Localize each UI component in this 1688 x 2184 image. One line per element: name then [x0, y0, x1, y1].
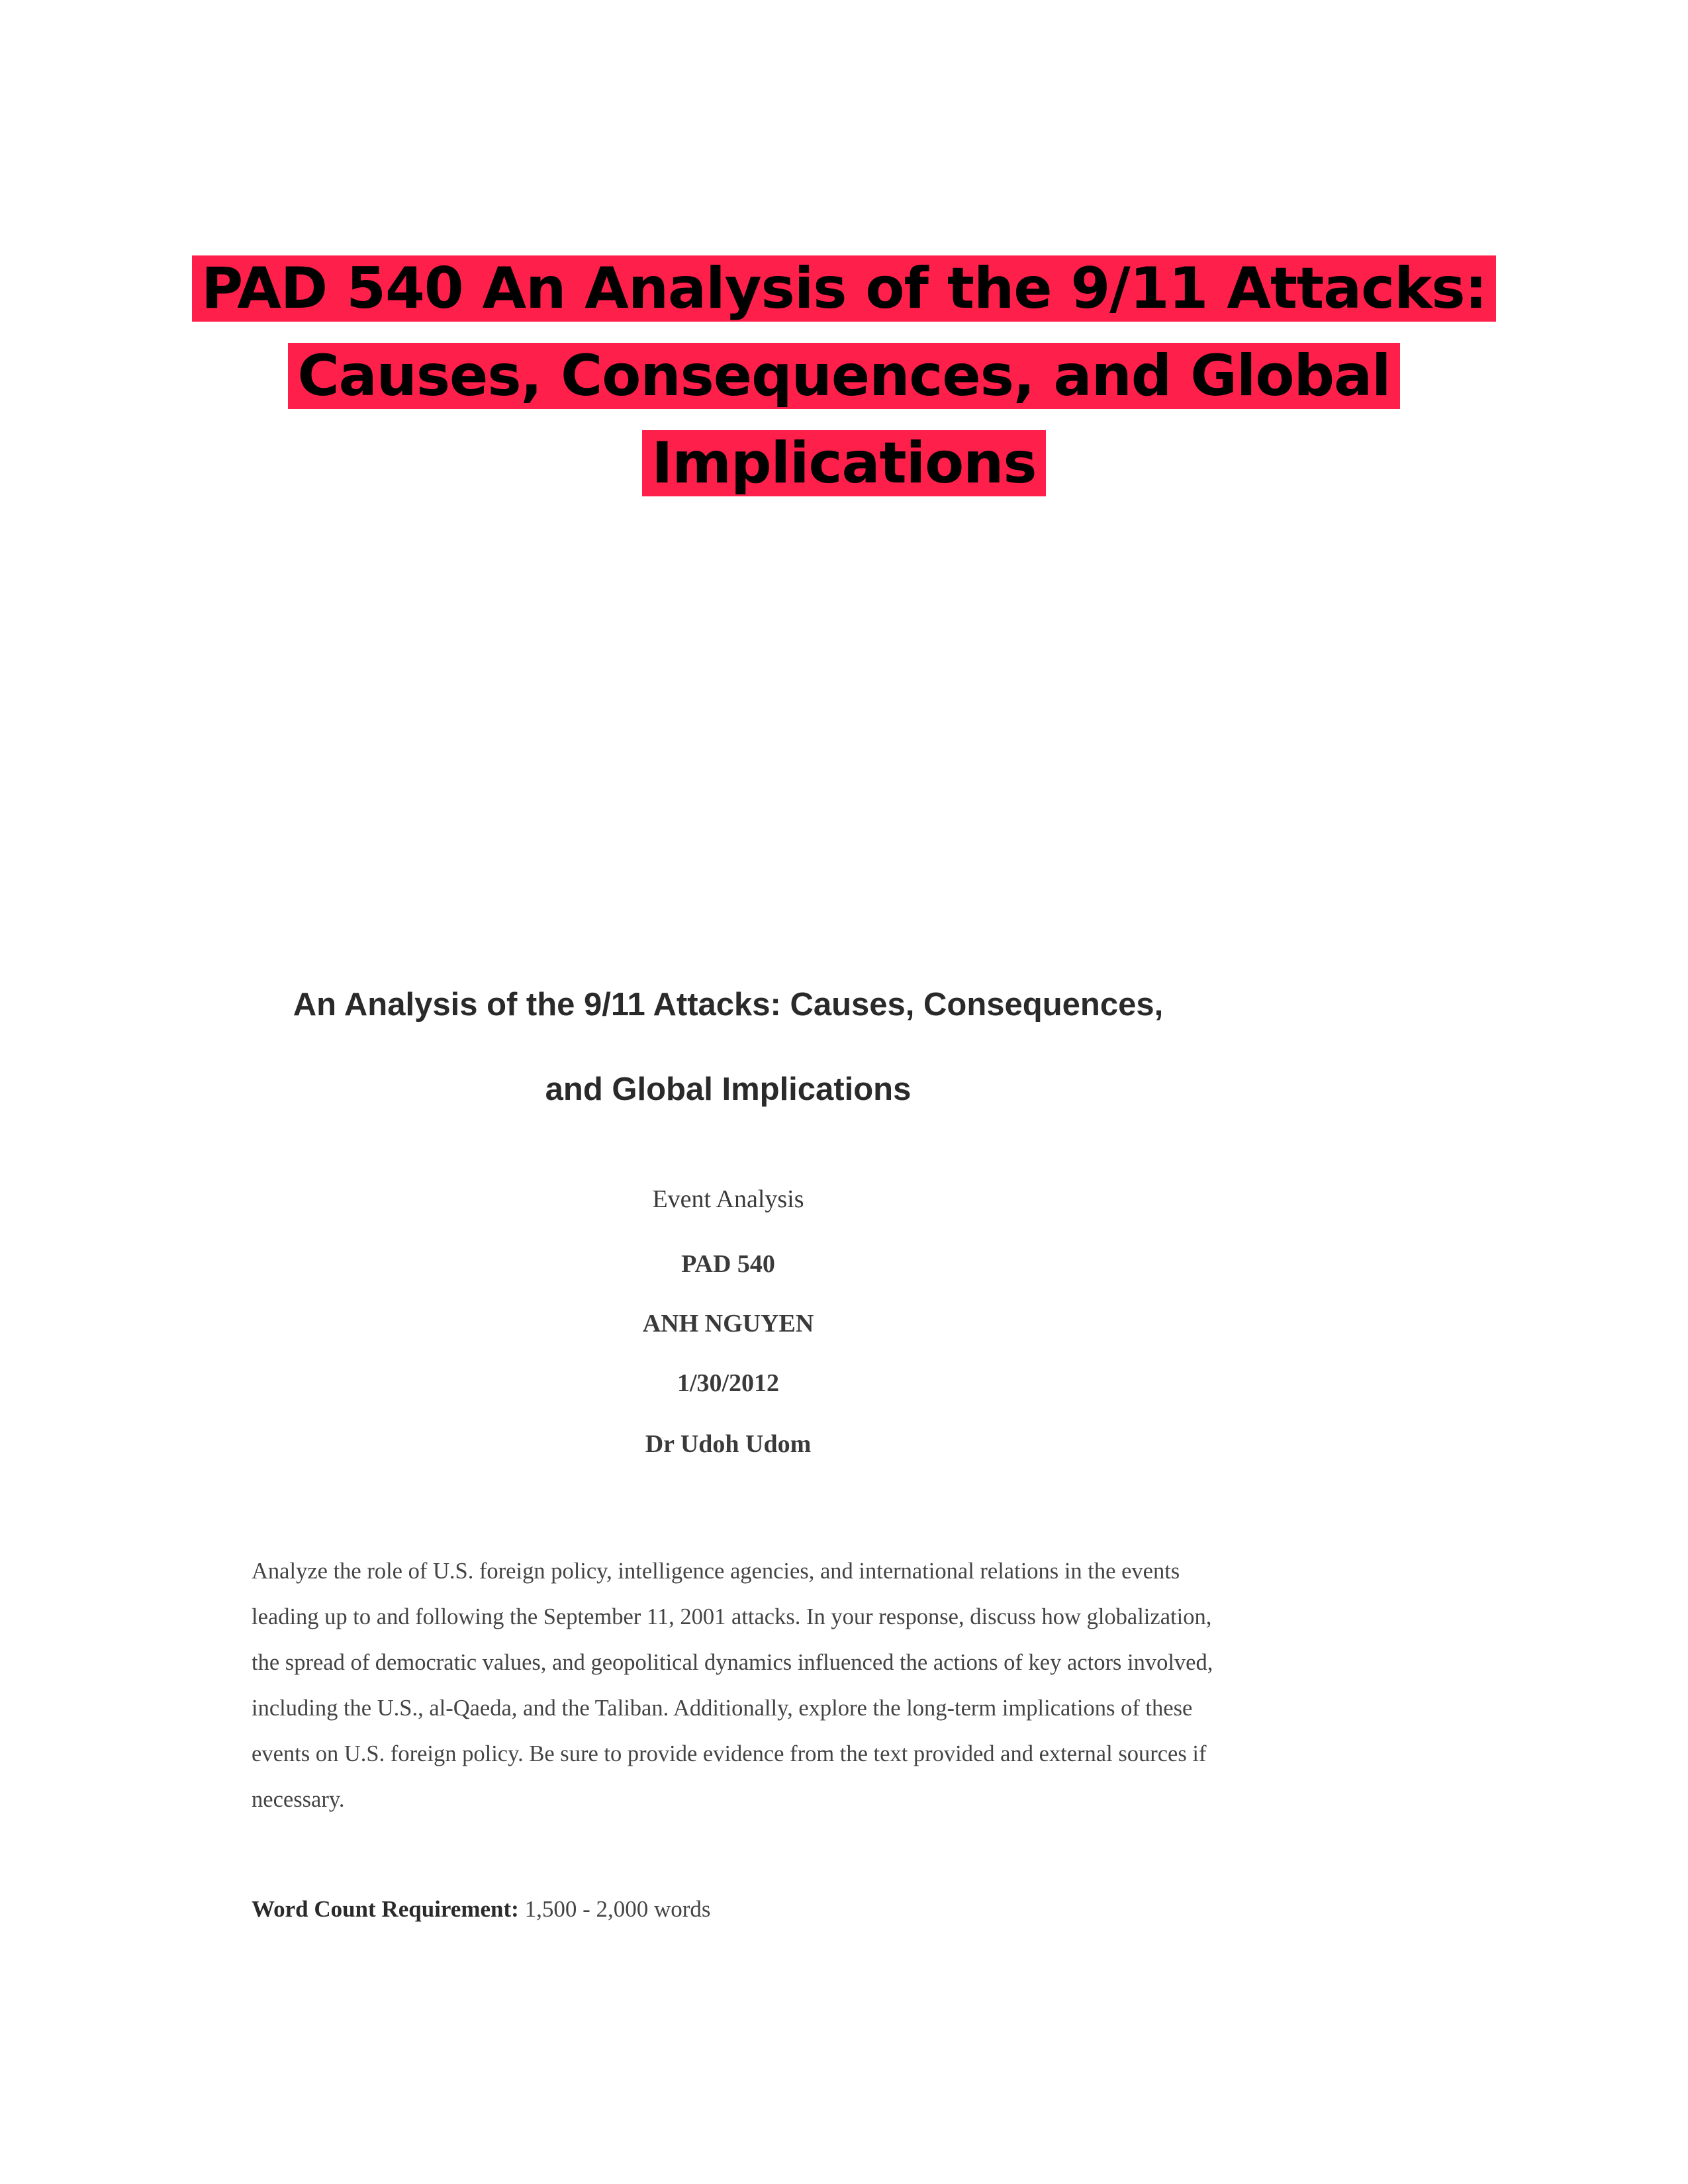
document-date: 1/30/2012: [677, 1369, 780, 1397]
word-count-requirement: [252, 1896, 711, 1923]
author-name: ANH NGUYEN: [642, 1310, 814, 1338]
document-title-line-2: and Global Implications: [545, 1071, 912, 1107]
word-count-label: Word Count Requirement:: [252, 1896, 519, 1922]
assignment-prompt: Analyze the role of U.S. foreign policy, intelligence agencies, and international relations in the events leading up to and following the September 11, 2001 attacks. In your response, discuss how globalization, the spread of democratic values, and geopolitical dynamics influenced the actions of key actors involved, including the U.S., al-Qaeda, and the Taliban. Additionally, explore the long-term implications of these events on U.S. foreign policy. Be sure to provide evidence from the text provided and external sources if necessary.: [252, 1559, 1213, 1812]
word-count-value: 1,500 - 2,000 words: [524, 1896, 711, 1922]
instructor-name: Dr Udoh Udom: [645, 1430, 812, 1458]
document-title-line-1: An Analysis of the 9/11 Attacks: Causes, Consequences,: [293, 987, 1164, 1023]
document-type: Event Analysis: [652, 1185, 804, 1213]
course-code: PAD 540: [681, 1250, 775, 1278]
banner-line-1-text: PAD 540 An Analysis of the 9/11 Attacks:: [192, 255, 1496, 322]
banner-line-2-text: Causes, Consequences, and Global: [288, 343, 1399, 409]
banner-line-3-text: Implications: [642, 430, 1045, 496]
